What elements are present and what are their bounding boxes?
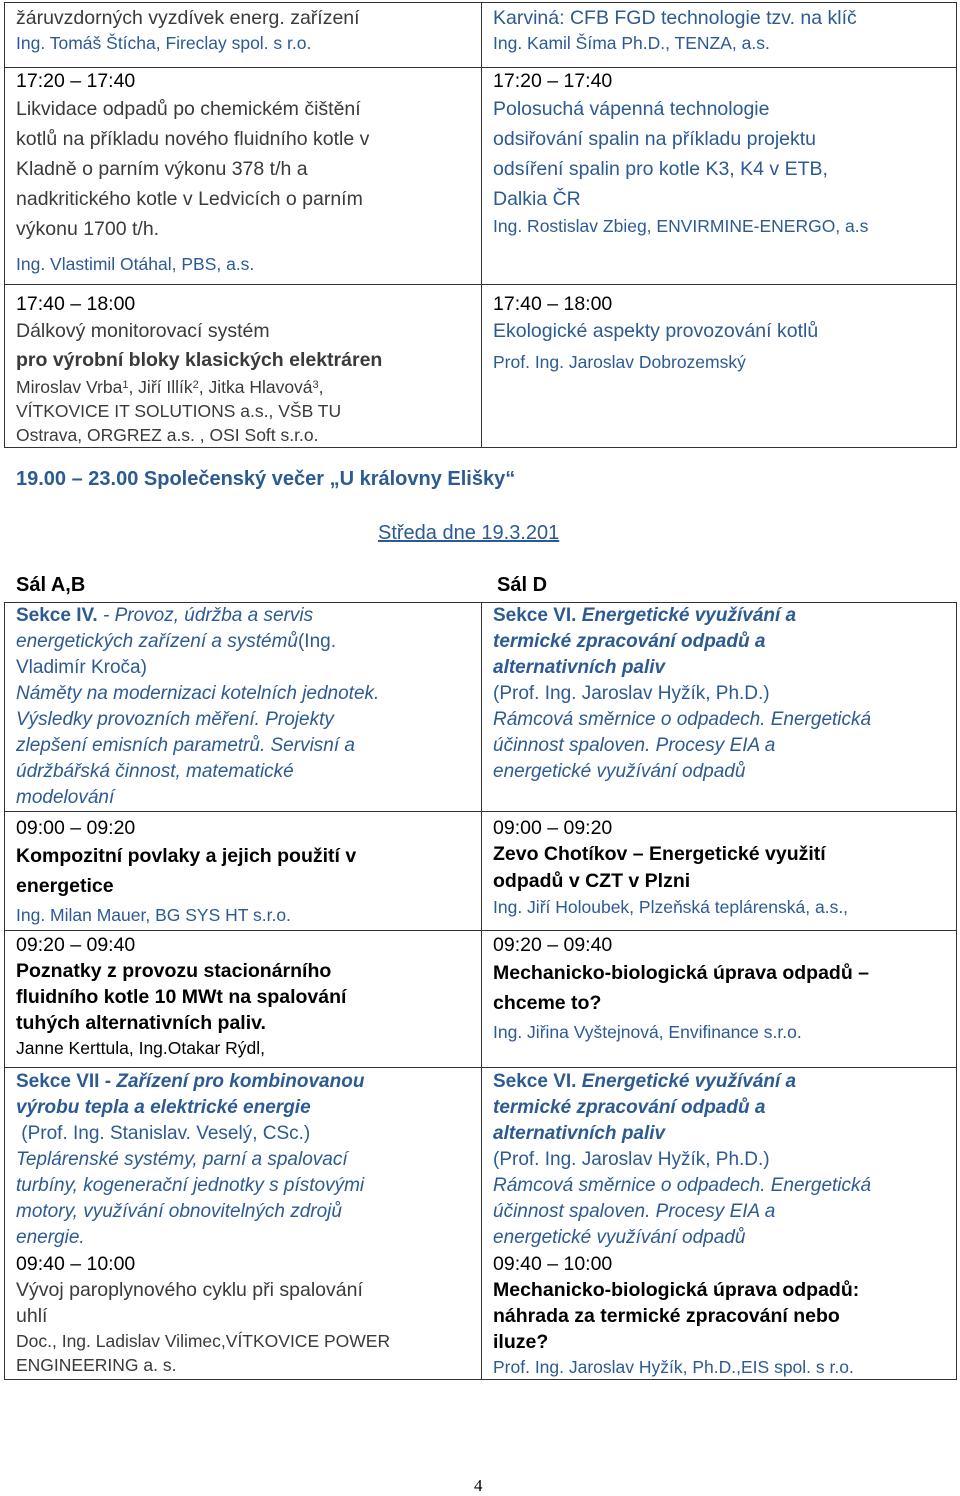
cell-right-section	[482, 603, 957, 812]
section-chair: Vladimír Kroča)	[16, 657, 147, 678]
section-title: Energetické využívání a	[581, 1071, 797, 1092]
section-header	[493, 603, 948, 629]
talk-title-line: Vývoj paroplynového cyklu při spalování	[16, 1279, 363, 1301]
table-row	[5, 1068, 957, 1380]
section-number: Sekce VII -	[16, 1071, 117, 1092]
section-title: termické zpracování odpadů a	[493, 631, 766, 652]
talk-title: žáruvzdorných vyzdívek energ. zařízení	[16, 7, 360, 29]
talk-time: 09:00 – 09:20	[493, 817, 613, 839]
talk-author: Janne Kerttula, Ing.Otakar Rýdl,	[16, 1038, 266, 1058]
talk-title-line: odsíření spalin pro kotle K3, K4 v ETB,	[493, 158, 828, 180]
talk-title-line: uhlí	[16, 1305, 48, 1327]
schedule-table-wednesday	[4, 602, 957, 1380]
hall-label-left: Sál A,B	[16, 574, 86, 596]
author-name: , Jitka Hlavová	[198, 377, 313, 397]
section-header	[16, 629, 473, 655]
talk-author: Ing. Tomáš Štícha, Fireclay spol. s r.o.	[16, 33, 312, 53]
talk-title-line: Kompozitní povlaky a jejich použití v	[16, 845, 357, 867]
section-number: Sekce IV.	[16, 605, 103, 626]
section-title: výrobu tepla a elektrické energie	[16, 1097, 311, 1118]
talk-time: 09:20 – 09:40	[16, 934, 136, 956]
section-desc: zlepšení emisních parametrů. Servisní a	[16, 735, 355, 756]
talk-author: VÍTKOVICE IT SOLUTIONS a.s., VŠB TU	[16, 401, 342, 421]
section-header	[16, 1069, 473, 1095]
cell-left-continued	[5, 3, 482, 68]
talk-author: Ing. Jiřina Vyštejnová, Envifinance s.r.o.	[493, 1022, 802, 1042]
hall-label-right: Sál D	[497, 574, 548, 596]
cell-right-talk	[482, 285, 957, 448]
section-header	[493, 1069, 948, 1095]
talk-author: Ing. Vlastimil Otáhal, PBS, a.s.	[16, 254, 255, 274]
table-row	[5, 3, 957, 68]
section-desc: motory, využívání obnovitelných zdrojů	[16, 1201, 342, 1222]
talk-time: 09:00 – 09:20	[16, 817, 136, 839]
talk-author: Ing. Milan Mauer, BG SYS HT s.r.o.	[16, 905, 291, 925]
cell-right-section-talk	[482, 1068, 957, 1380]
table-row	[5, 68, 957, 285]
talk-author: ENGINEERING a. s.	[16, 1355, 177, 1375]
talk-title-line: fluidního kotle 10 MWt na spalování	[16, 986, 347, 1008]
talk-author: Prof. Ing. Jaroslav Dobrozemský	[493, 352, 746, 372]
talk-title-line: pro výrobní bloky klasických elektráren	[16, 349, 383, 371]
table-row	[5, 285, 957, 448]
section-title: termické zpracování odpadů a	[493, 1097, 766, 1118]
talk-time: 17:20 – 17:40	[493, 70, 613, 92]
cell-right-talk	[482, 68, 957, 285]
section-desc: účinnost spaloven. Procesy EIA a	[493, 1201, 776, 1222]
author-name: , Jiří Illík	[128, 377, 193, 397]
section-title: energetických zařízení a systémů	[16, 631, 298, 652]
talk-time: 09:20 – 09:40	[493, 934, 613, 956]
talk-author: Ostrava, ORGREZ a.s. , OSI Soft s.r.o.	[16, 425, 319, 445]
talk-title-line: nadkritického kotle v Ledvicích o parním	[16, 188, 363, 210]
talk-time: 09:40 – 10:00	[16, 1253, 136, 1275]
section-number: Sekce VI.	[493, 605, 582, 626]
section-title: alternativních paliv	[493, 1123, 666, 1144]
talk-title-line: energetice	[16, 875, 114, 897]
talk-title-line: Mechanicko-biologická úprava odpadů –	[493, 962, 869, 984]
talk-title-line: Likvidace odpadů po chemickém čištění	[16, 98, 361, 120]
section-desc: modelování	[16, 787, 115, 808]
author-name: Miroslav Vrba	[16, 377, 123, 397]
talk-title-line: odpadů v CZT v Plzni	[493, 870, 691, 892]
section-chair: (Prof. Ing. Jaroslav Hyžík, Ph.D.)	[493, 1149, 770, 1170]
talk-title-line: Dalkia ČR	[493, 188, 581, 210]
talk-time: 17:40 – 18:00	[493, 293, 613, 315]
footnote-mark: 2	[192, 379, 199, 391]
talk-author: Ing. Jiří Holoubek, Plzeňská teplárenská, a.s.,	[493, 897, 849, 917]
talk-time: 17:40 – 18:00	[16, 293, 136, 315]
section-desc: Rámcová směrnice o odpadech. Energetická	[493, 709, 872, 730]
talk-title: Karviná: CFB FGD technologie tzv. na klíč	[493, 7, 857, 29]
section-title: Zařízení pro kombinovanou	[116, 1071, 365, 1092]
talk-author: Doc., Ing. Ladislav Vilimec,VÍTKOVICE POWER	[16, 1331, 391, 1351]
section-desc: údržbářská činnost, matematické	[16, 761, 294, 782]
talk-title-line: náhrada za termické zpracování nebo	[493, 1305, 840, 1327]
talk-author: Ing. Kamil Šíma Ph.D., TENZA, a.s.	[493, 33, 770, 53]
cell-right-continued	[482, 3, 957, 68]
talk-title-line: Zevo Chotíkov – Energetické využití	[493, 843, 826, 865]
table-row	[5, 603, 957, 812]
day-heading: Středa dne 19.3.201	[378, 522, 560, 544]
page-number: 4	[474, 1476, 483, 1495]
section-desc: turbíny, kogenerační jednotky s pístovými	[16, 1175, 365, 1196]
section-chair: (Prof. Ing. Stanislav. Veselý, CSc.)	[16, 1123, 311, 1144]
section-title: - Provoz, údržba a servis	[102, 605, 314, 626]
section-chair: (Ing.	[297, 631, 336, 652]
cell-left-talk	[5, 812, 482, 931]
talk-time: 17:20 – 17:40	[16, 70, 136, 92]
section-desc: Výsledky provozních měření. Projekty	[16, 709, 334, 730]
section-desc: Teplárenské systémy, parní a spalovací	[16, 1149, 348, 1170]
cell-left-talk	[5, 931, 482, 1068]
section-desc: Rámcová směrnice o odpadech. Energetická	[493, 1175, 872, 1196]
talk-title-line: tuhých alternativních paliv.	[16, 1012, 266, 1034]
talk-title-line: výkonu 1700 t/h.	[16, 218, 160, 240]
talk-title-line: Poznatky z provozu stacionárního	[16, 960, 332, 982]
cell-right-talk	[482, 812, 957, 931]
cell-left-section-talk	[5, 1068, 482, 1380]
social-evening: 19.00 – 23.00 Společenský večer „U královny Elišky“	[16, 468, 516, 490]
section-desc: účinnost spaloven. Procesy EIA a	[493, 735, 776, 756]
talk-title-line: Mechanicko-biologická úprava odpadů:	[493, 1279, 860, 1301]
section-desc: energie.	[16, 1227, 85, 1248]
talk-title-line: Ekologické aspekty provozování kotlů	[493, 320, 819, 342]
section-title: alternativních paliv	[493, 657, 666, 678]
section-desc: energetické využívání odpadů	[493, 1227, 746, 1248]
talk-author	[16, 375, 473, 399]
footnote-mark: 3	[312, 379, 319, 391]
talk-title-line: iluze?	[493, 1331, 549, 1353]
schedule-table-tuesday	[4, 2, 957, 448]
section-chair: (Prof. Ing. Jaroslav Hyžík, Ph.D.)	[493, 683, 770, 704]
cell-right-talk	[482, 931, 957, 1068]
author-name: ,	[318, 377, 324, 397]
talk-title-line: odsiřování spalin na příkladu projektu	[493, 128, 817, 150]
talk-title-line: Dálkový monitorovací systém	[16, 320, 270, 342]
section-desc: Náměty na modernizaci kotelních jednotek.	[16, 683, 380, 704]
footnote-mark: 1	[122, 379, 129, 391]
talk-author: Ing. Rostislav Zbieg, ENVIRMINE-ENERGO, a.s	[493, 216, 869, 236]
section-title: Energetické využívání a	[581, 605, 797, 626]
table-row	[5, 931, 957, 1068]
talk-time: 09:40 – 10:00	[493, 1253, 613, 1275]
cell-left-talk	[5, 285, 482, 448]
talk-title-line: Polosuchá vápenná technologie	[493, 98, 770, 120]
talk-title-line: kotlů na příkladu nového fluidního kotle v	[16, 128, 370, 150]
talk-author: Prof. Ing. Jaroslav Hyžík, Ph.D.,EIS spol. s r.o.	[493, 1357, 854, 1377]
talk-title-line: Kladně o parním výkonu 378 t/h a	[16, 158, 308, 180]
cell-left-talk	[5, 68, 482, 285]
section-header	[16, 603, 473, 629]
section-desc: energetické využívání odpadů	[493, 761, 746, 782]
section-number: Sekce VI.	[493, 1071, 582, 1092]
cell-left-section	[5, 603, 482, 812]
talk-title-line: chceme to?	[493, 992, 602, 1014]
table-row	[5, 812, 957, 931]
